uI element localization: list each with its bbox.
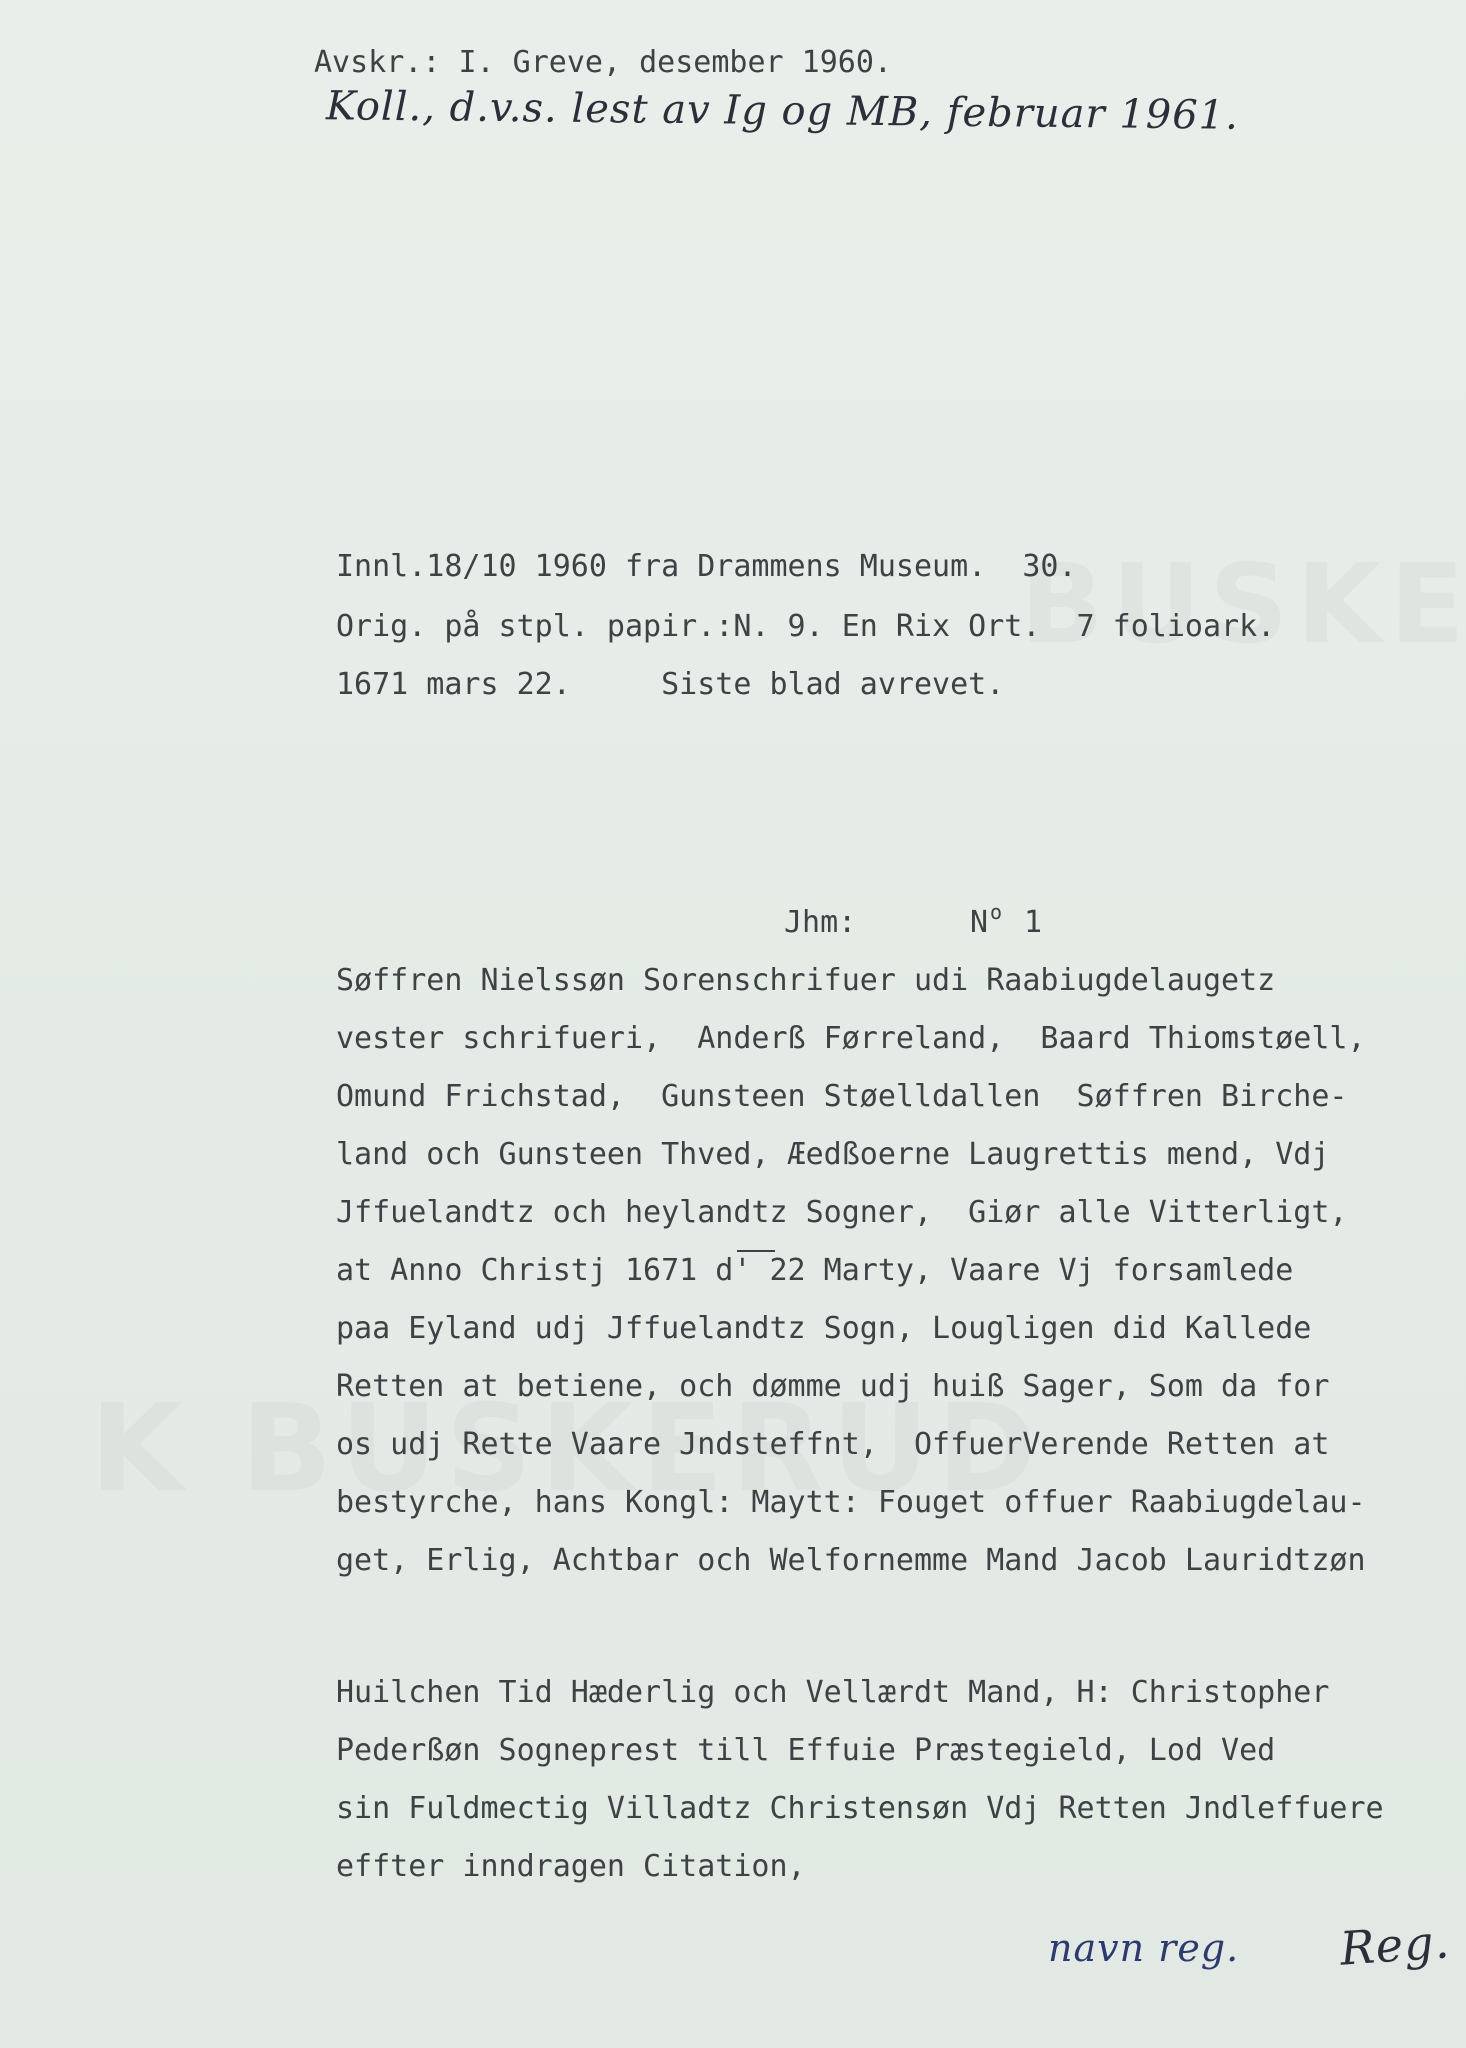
body-line: Pederßøn Sogneprest till Effuie Præstegield, Lod Ved (336, 1733, 1276, 1768)
heading-number-superscript: o (990, 900, 1003, 924)
bleed-through-text (1020, 540, 1466, 668)
meta-line-received: Innl.18/10 1960 fra Drammens Museum. 30. (336, 549, 1077, 584)
handwritten-name-register-note: navn reg. (1048, 1926, 1240, 1970)
body-line: land och Gunsteen Thved, Æedßoerne Laugrettis mend, Vdj (336, 1137, 1330, 1172)
meta-line-original: Orig. på stpl. papir.:N. 9. En Rix Ort. 7 folioark. (336, 609, 1276, 644)
heading-number: 1 (1024, 905, 1043, 940)
body-line: at Anno Christj 1671 d' 22 Marty, Vaare Vj forsamlede (336, 1253, 1294, 1288)
body-line: bestyrche, hans Kongl: Maytt: Fouget offuer Raabiugdelau- (336, 1485, 1366, 1520)
meta-line-date: 1671 mars 22. Siste blad avrevet. (336, 667, 1005, 702)
body-line: os udj Rette Vaare Jndsteffnt, OffuerVerende Retten at (336, 1427, 1330, 1462)
date-overline (737, 1250, 775, 1252)
body-line: vester schrifueri, Anderß Førreland, Baard Thiomstøell, (336, 1021, 1366, 1056)
body-line: effter inndragen Citation, (336, 1849, 806, 1884)
typed-transcription-note: Avskr.: I. Greve, desember 1960. (314, 45, 892, 80)
body-line: Søffren Nielssøn Sorenschrifuer udi Raabiugdelaugetz (336, 963, 1276, 998)
heading-number-prefix: N (970, 905, 989, 940)
handwritten-register-note: Reg. (1338, 1914, 1452, 1976)
heading-place: Jhm: (784, 905, 857, 940)
body-line: paa Eyland udj Jffuelandtz Sogn, Lougligen did Kallede (336, 1311, 1312, 1346)
body-line: get, Erlig, Achtbar och Welfornemme Mand Jacob Lauridtzøn (336, 1543, 1366, 1578)
body-line: Omund Frichstad, Gunsteen Støelldallen Søffren Birche- (336, 1079, 1348, 1114)
body-line: sin Fuldmectig Villadtz Christensøn Vdj Retten Jndleffuere (336, 1791, 1384, 1826)
body-line: Huilchen Tid Hæderlig och Vellærdt Mand, H: Christopher (336, 1675, 1330, 1710)
body-line: Retten at betiene, och dømme udj huiß Sager, Som da for (336, 1369, 1330, 1404)
handwritten-check-note: Koll., d.v.s. lest av Ig og MB, februar 1961. (325, 83, 1240, 139)
body-line: Jffuelandtz och heylandtz Sogner, Giør alle Vitterligt, (336, 1195, 1348, 1230)
